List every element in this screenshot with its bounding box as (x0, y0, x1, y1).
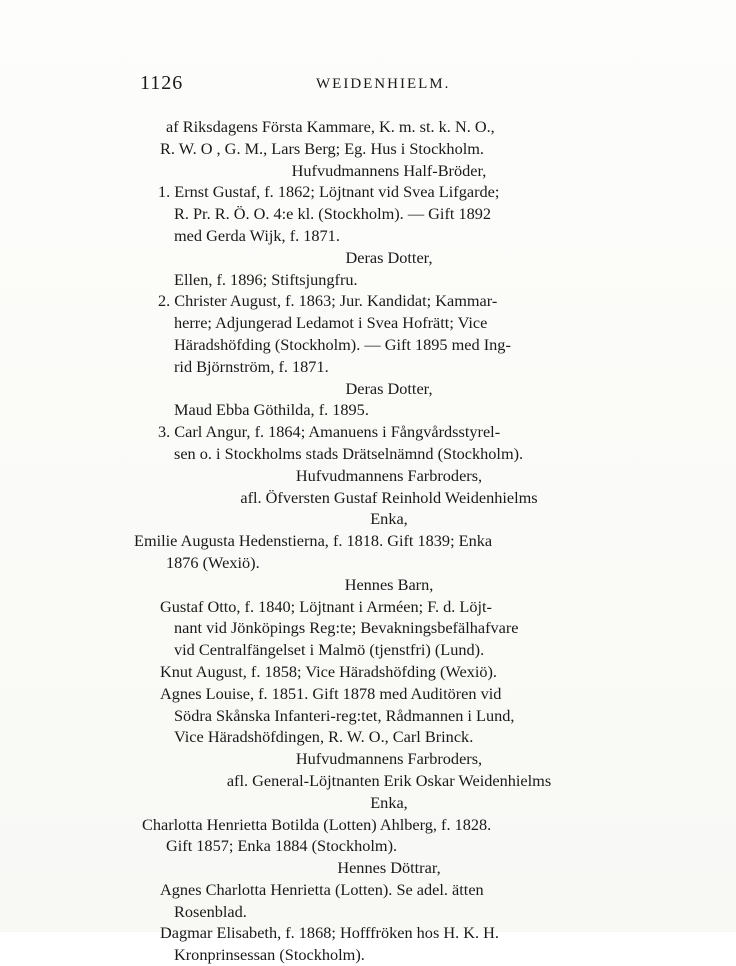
text-line: sen o. i Stockholms stads Drätselnämnd (Stockholm). (174, 443, 524, 463)
section-heading: Hennes Döttrar, (337, 858, 441, 878)
text-line: Maud Ebba Göthilda, f. 1895. (174, 400, 369, 420)
text-line: Agnes Charlotta Henrietta (Lotten). Se adel. ätten (160, 879, 484, 899)
text-line: med Gerda Wijk, f. 1871. (174, 225, 340, 245)
section-heading: Enka, (370, 792, 408, 812)
text-line: af Riksdagens Första Kammare, K. m. st. k. N. O., (166, 117, 495, 136)
text-line: Agnes Louise, f. 1851. Gift 1878 med Auditören vid (160, 683, 502, 703)
text-line: R. W. O , G. M., Lars Berg; Eg. Hus i Stockholm. (160, 138, 484, 158)
section-heading: Deras Dotter, (345, 247, 433, 267)
section-heading: afl. General-Löjtnanten Erik Oskar Weidenhielms (226, 770, 552, 790)
text-line: Häradshöfding (Stockholm). — Gift 1895 med Ing- (174, 334, 511, 354)
section-heading: Hufvudmannens Half-Bröder, (291, 160, 487, 180)
section-heading: Hennes Barn, (344, 574, 434, 594)
text-line: Knut August, f. 1858; Vice Häradshöfding (Wexiö). (160, 661, 497, 681)
text-line: Gift 1857; Enka 1884 (Stockholm). (166, 836, 398, 856)
text-line: 2. Christer August, f. 1863; Jur. Kandidat; Kammar- (158, 291, 498, 311)
section-heading: afl. Öfversten Gustaf Reinhold Weidenhielms (240, 487, 538, 507)
body-text (134, 116, 618, 966)
text-line: Vice Häradshöfdingen, R. W. O., Carl Brinck. (174, 727, 474, 747)
running-head: WEIDENHIELM. (316, 76, 451, 92)
page-header (140, 72, 470, 96)
text-line: 1876 (Wexiö). (166, 552, 260, 572)
section-heading: Hufvudmannens Farbroders, (295, 749, 483, 769)
text-line: herre; Adjungerad Ledamot i Svea Hofrätt; Vice (174, 313, 488, 333)
section-heading: Hufvudmannens Farbroders, (295, 465, 483, 485)
text-line: vid Centralfängelset i Malmö (tjenstfri) (Lund). (174, 640, 485, 660)
text-line: Gustaf Otto, f. 1840; Löjtnant i Arméen; F. d. Löjt- (160, 596, 492, 616)
text-line: Emilie Augusta Hedenstierna, f. 1818. Gift 1839; Enka (134, 531, 493, 551)
text-line: nant vid Jönköpings Reg:te; Bevakningsbefälhafvare (174, 618, 519, 638)
text-line: Södra Skånska Infanteri-reg:tet, Rådmannen i Lund, (174, 705, 515, 725)
scan-margin (646, 0, 736, 932)
section-heading: Deras Dotter, (345, 378, 433, 398)
text-line: 3. Carl Angur, f. 1864; Amanuens i Fångvårdsstyrel- (158, 422, 501, 442)
text-line: Kronprinsessan (Stockholm). (174, 945, 365, 965)
text-line: Dagmar Elisabeth, f. 1868; Hofffröken hos H. K. H. (160, 923, 499, 943)
page-number: 1126 (140, 72, 184, 94)
section-heading: Enka, (370, 509, 408, 529)
text-line: rid Björnström, f. 1871. (174, 356, 329, 376)
text-line: R. Pr. R. Ö. O. 4:e kl. (Stockholm). — Gift 1892 (174, 204, 492, 224)
text-line: Rosenblad. (174, 901, 247, 921)
text-line: 1. Ernst Gustaf, f. 1862; Löjtnant vid Svea Lifgarde; (158, 182, 500, 202)
text-line: Ellen, f. 1896; Stiftsjungfru. (174, 269, 358, 289)
text-line: Charlotta Henrietta Botilda (Lotten) Ahlberg, f. 1828. (142, 814, 492, 834)
